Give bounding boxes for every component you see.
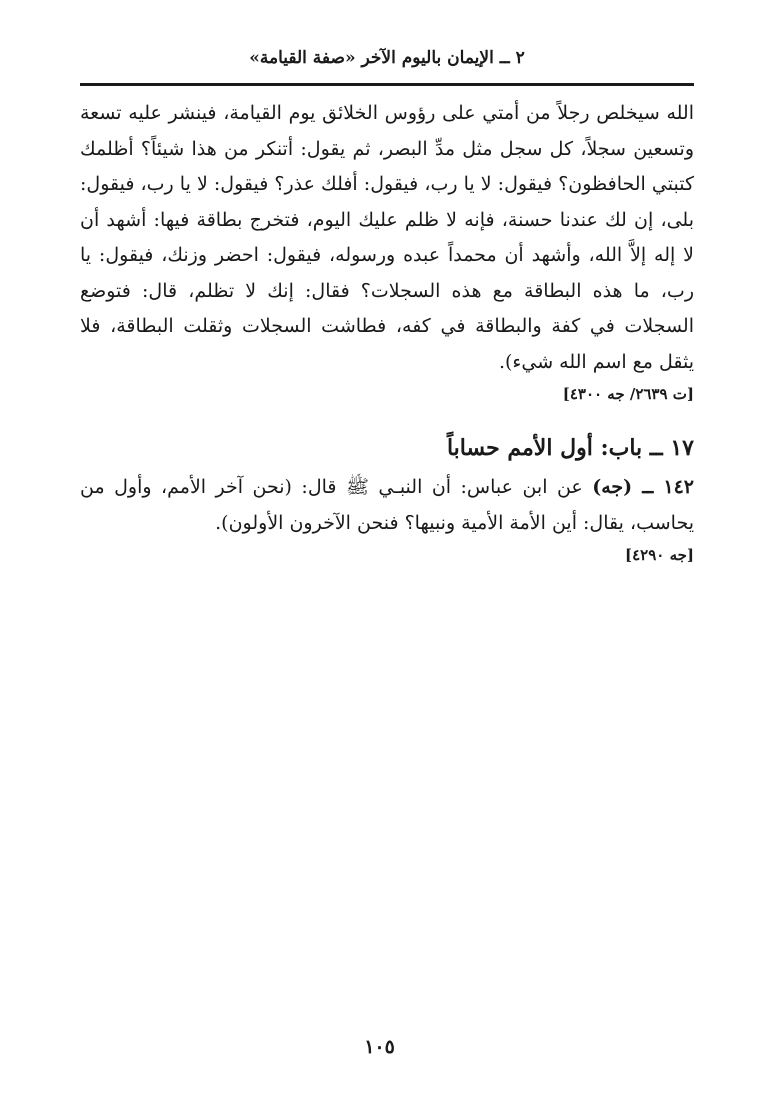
hadith-reference: [جه ٤٢٩٠]: [625, 546, 694, 564]
passage-text: الله سيخلص رجلاً من أمتي على رؤوس الخلائق يوم القيامة، فينشر عليه تسعة وتسعين سجلاً، كل سجل مثل مدِّ البصر، ثم يقول: أتنكر من هذا شيئاً؟ أظلمك كتبتي الحافظون؟ فيقول: لا يا رب، فيقول: أفلك عذر؟ فيقول: لا يا رب، فيقول: بلى، إن لك عندنا حسنة، فإنه لا ظلم عليك اليوم، فتخرج بطاقة فيها: أشهد أن لا إله إلاَّ الله، وأشهد أن محمداً عبده ورسوله، فيقول: احضر وزنك، فيقول: يا رب، ما هذه البطاقة مع هذه السجلات؟ فقال: إنك لا تظلم، قال: فتوضع السجلات في كفة والبطاقة في كفه، فطاشت السجلات وثقلت البطاقة، فلا يثقل مع اسم الله شيء).: [80, 102, 694, 373]
page-number: ١٠٥: [364, 1036, 395, 1058]
running-header: ٢ ــ الإيمان باليوم الآخر «صفة القيامة»: [249, 48, 525, 68]
hadith-text: عن ابن عباس: أن النبـي ﷺ قال: (نحن آخر الأمم، وأول من يحاسب، يقال: أين الأمة الأمية ونبيها؟ فنحن الآخرون الأولون).: [80, 476, 694, 534]
body-text: [80, 96, 694, 569]
hadith-number: ١٤٢ ــ (جه): [592, 476, 695, 498]
chapter-heading: ١٧ ــ باب: أول الأمم حساباً: [446, 435, 694, 461]
hadith-paragraph: [80, 470, 694, 541]
header-rule: [80, 83, 694, 86]
passage-reference: [ت ٢٦٣٩/ جه ٤٣٠٠]: [562, 385, 694, 403]
